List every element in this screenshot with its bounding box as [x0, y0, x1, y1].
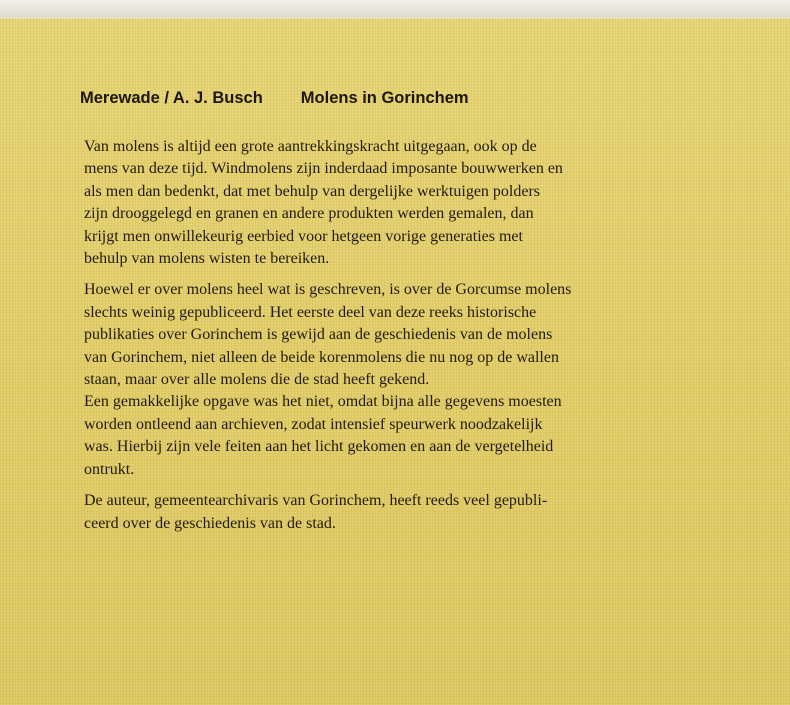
- paragraph-2: [84, 279, 764, 481]
- text-line: mens van deze tijd. Windmolens zijn inderdaad imposante bouwwerken en: [84, 160, 563, 178]
- text-line: van Gorinchem, niet alleen de beide korenmolens die nu nog op de wallen: [84, 348, 559, 366]
- paragraph-3: [84, 490, 764, 535]
- text-line: Van molens is altijd een grote aantrekkingskracht uitgegaan, ook op de: [84, 138, 537, 155]
- text-line: behulp van molens wisten te bereiken.: [84, 250, 330, 268]
- text-line: worden ontleend aan archieven, zodat intensief speurwerk noodzakelijk: [84, 415, 543, 433]
- book-title: Molens in Gorinchem: [300, 89, 469, 107]
- text-line: De auteur, gemeentearchivaris van Gorinchem, heeft reeds veel gepubli-: [84, 492, 548, 510]
- blurb-text: [84, 136, 764, 535]
- text-line: staan, maar over alle molens die de stad heeft gekend.: [84, 371, 430, 389]
- text-line: ceerd over de geschiedenis van de stad.: [84, 514, 336, 532]
- background-surface: [0, 0, 790, 20]
- text-line: krijgt men onwillekeurig eerbied voor hetgeen vorige generaties met: [84, 227, 523, 245]
- paragraph-1: [84, 136, 764, 270]
- text-line: was. Hierbij zijn vele feiten aan het licht gekomen en aan de vergetelheid: [84, 438, 554, 456]
- text-line: slechts weinig gepubliceerd. Het eerste deel van deze reeks historische: [84, 303, 537, 321]
- text-line: Een gemakkelijke opgave was het niet, omdat bijna alle gegevens moesten: [84, 393, 562, 411]
- text-line: zijn drooggelegd en granen en andere produkten werden gemalen, dan: [84, 205, 534, 223]
- text-line: als men dan bedenkt, dat met behulp van dergelijke werktuigen polders: [84, 182, 541, 200]
- text-line: publikaties over Gorinchem is gewijd aan de geschiedenis van de molens: [84, 326, 553, 344]
- book-header: [80, 89, 469, 108]
- text-line: ontrukt.: [84, 460, 135, 478]
- author-name: Merewade / A. J. Busch: [80, 89, 263, 107]
- text-line: Hoewel er over molens heel wat is geschreven, is over de Gorcumse molens: [84, 281, 572, 299]
